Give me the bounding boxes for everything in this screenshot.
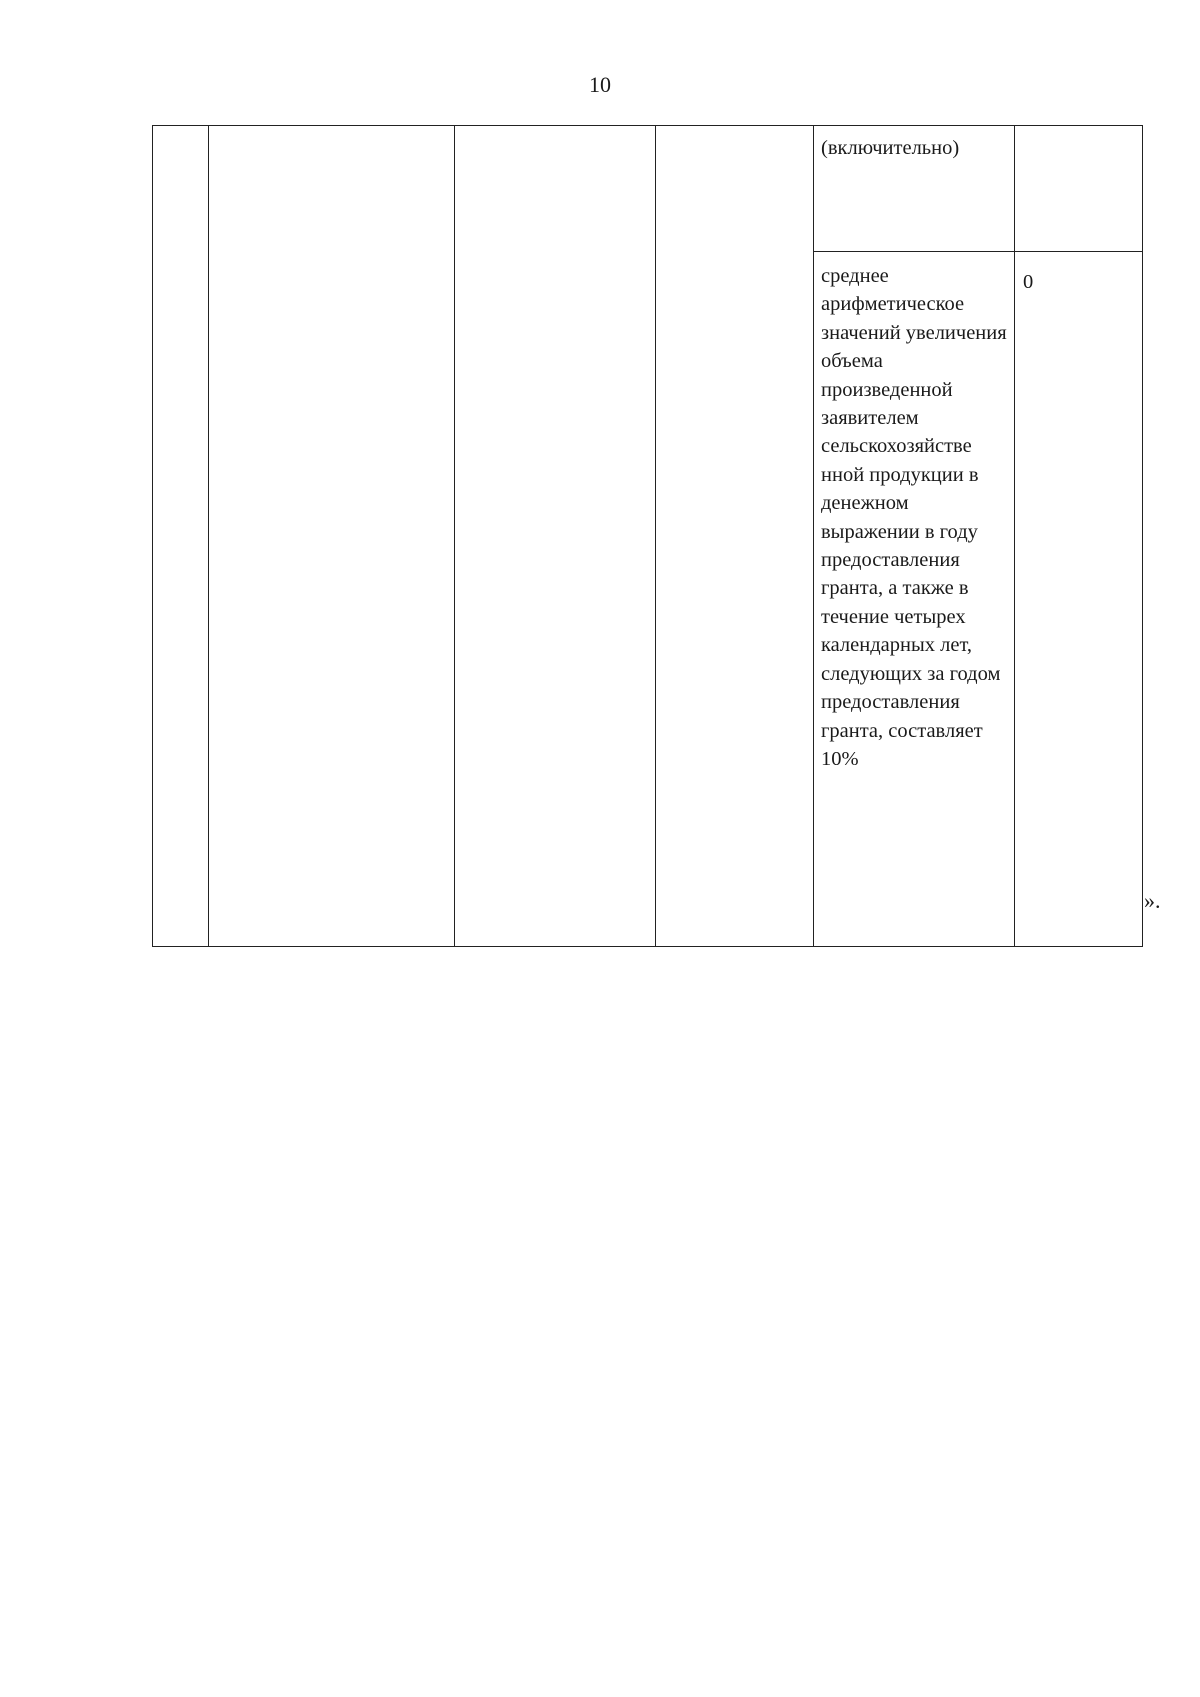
page-number: 10 [589, 72, 611, 97]
empty-cell [656, 126, 814, 947]
closing-quote: ». [1144, 888, 1161, 913]
table-row [153, 126, 1143, 252]
score-cell: 0 [1015, 252, 1143, 947]
empty-cell [209, 126, 455, 947]
criteria-table [152, 125, 1143, 947]
empty-cell [455, 126, 656, 947]
criterion-cell: (включительно) [814, 126, 1015, 252]
score-cell [1015, 126, 1143, 252]
number-cell [153, 126, 209, 947]
criterion-cell: среднее арифметическое значений увеличения объема произведенной заявителем сельскохозяйстве нной продукции в денежном выражении в году предоставления гранта, а также в течение четырех календарных лет, следующих за годом предоставления гранта, составляет 10% [814, 252, 1015, 947]
